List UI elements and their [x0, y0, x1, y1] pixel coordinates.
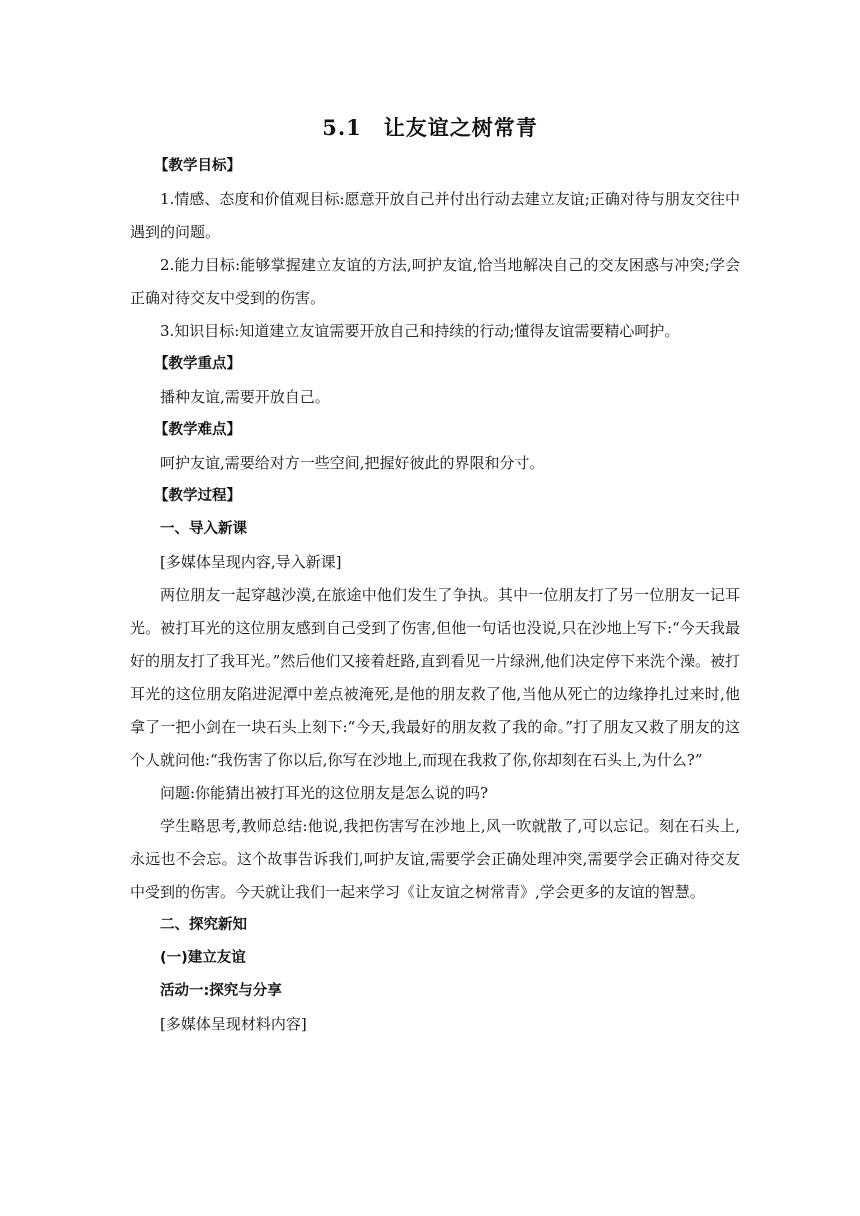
process-heading: 【教学过程】 — [154, 488, 241, 504]
document-body — [130, 150, 740, 1041]
activity-1-media-note: [多媒体呈现材料内容] — [160, 1015, 307, 1033]
part-1-heading: 一、导入新课 — [160, 521, 247, 537]
part-1-question: 问题:你能猜出被打耳光的这位朋友是怎么说的吗? — [160, 784, 489, 802]
key-points-heading: 【教学重点】 — [154, 356, 241, 372]
part-1-media-note: [多媒体呈现内容,导入新课] — [160, 553, 342, 571]
objectives-heading: 【教学目标】 — [154, 158, 241, 174]
difficulties-heading: 【教学难点】 — [154, 422, 241, 438]
objective-1: 1.情感、态度和价值观目标:愿意开放自己并付出行动去建立友谊;正确对待与朋友交往中遇到的问题。 — [130, 190, 740, 241]
part-1-summary: 学生略思考,教师总结:他说,我把伤害写在沙地上,风一吹就散了,可以忘记。刻在石头上,永远也不会忘。这个故事告诉我们,呵护友谊,需要学会正确处理冲突,需要学会正确对待交友中受到的伤害。今天就让我们一起来学习《让友谊之树常青》,学会更多的友谊的智慧。 — [130, 817, 740, 901]
objective-3: 3.知识目标:知道建立友谊需要开放自己和持续的行动;懂得友谊需要精心呵护。 — [160, 322, 680, 340]
part-1-story: 两位朋友一起穿越沙漠,在旅途中他们发生了争执。其中一位朋友打了另一位朋友一记耳光。被打耳光的这位朋友感到自己受到了伤害,但他一句话也没说,只在沙地上写下:“今天我最好的朋友打了我耳光。”然后他们又接着赶路,直到看见一片绿洲,他们决定停下来洗个澡。被打耳光的这位朋友陷进泥潭中差点被淹死,是他的朋友救了他,当他从死亡的边缘挣扎过来时,他拿了一把小剑在一块石头上刻下:“今天,我最好的朋友救了我的命。”打了朋友又救了朋友的这个人就问他:“我伤害了你以后,你写在沙地上,而现在我救了你,你却刻在石头上,为什么?” — [130, 586, 740, 769]
activity-1-heading: 活动一:探究与分享 — [160, 983, 282, 999]
key-points-text: 播种友谊,需要开放自己。 — [160, 388, 330, 406]
part-2-heading: 二、探究新知 — [160, 917, 247, 933]
objective-2: 2.能力目标:能够掌握建立友谊的方法,呵护友谊,恰当地解决自己的交友困惑与冲突;学会正确对待交友中受到的伤害。 — [130, 256, 740, 307]
page-title: 5.1 让友谊之树常青 — [322, 115, 538, 140]
difficulties-text: 呵护友谊,需要给对方一些空间,把握好彼此的界限和分寸。 — [160, 454, 545, 472]
part-2-sub-heading: (一)建立友谊 — [160, 950, 246, 966]
